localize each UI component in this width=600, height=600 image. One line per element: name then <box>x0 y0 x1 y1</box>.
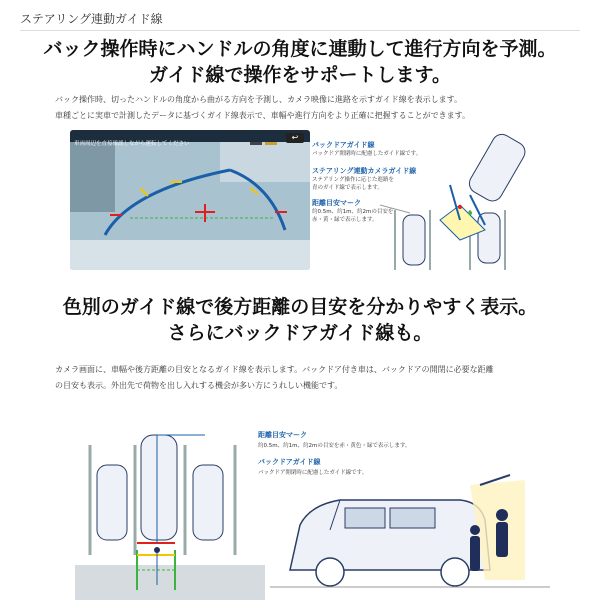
section1-text-line1: バック操作時、切ったハンドルの角度から曲がる方向を予測し、カメラ映像に進路を示すガイド線を表示します。 <box>55 95 463 104</box>
parking-diagram-bottom <box>75 415 265 600</box>
callout-distance-text-1: 約0.5m、約1m、約2mの目安を <box>312 209 394 215</box>
callout-backdoor2-label: バックドアガイド線 <box>258 458 321 466</box>
callout-distance2-label: 距離目安マーク <box>258 431 307 439</box>
section2-text-line1: カメラ画面に、車幅や後方距離の目安となるガイド線を表示します。バックドア付き車は、バックドアの開閉に必要な距離 <box>55 365 494 374</box>
section2-heading-line2: さらにバックドアガイド線も。 <box>167 322 433 344</box>
back-button[interactable]: ↩ <box>286 133 304 143</box>
callout-steering-text-2: 青のガイド線で表示します。 <box>312 185 383 191</box>
callout-backdoor-text: バックドア開閉時に配慮したガイド線です。 <box>312 151 422 157</box>
callout-distance-text-2: 赤・黄・緑で表示します。 <box>312 217 378 223</box>
callout-backdoor-label: バックドアガイド線 <box>312 141 375 149</box>
callout-distance-label: 距離目安マーク <box>312 199 361 207</box>
section1-heading-line1: バック操作時にハンドルの角度に連動して進行方向を予測。 <box>43 38 557 60</box>
callout-backdoor2-text: バックドア開閉時に配慮したガイド線です。 <box>258 470 368 476</box>
callout-distance2-text: 約0.5m、約1m、約2mの目安を赤・黄色・緑で表示します。 <box>258 443 411 449</box>
camera-warning-bar <box>70 130 310 147</box>
camera-view-graphic <box>70 130 310 270</box>
camera-warning-text: 車両周辺を直接確認しながら運転してください <box>74 141 190 147</box>
header-title: ステアリング連動ガイド線 <box>20 12 163 26</box>
van-illustration <box>270 470 550 595</box>
section1-heading-line2: ガイド線で操作をサポートします。 <box>149 64 451 86</box>
section2-text-line2: の目安も表示。外出先で荷物を出し入れする機会が多い方にうれしい機能です。 <box>55 381 343 390</box>
section2-heading-line1: 色別のガイド線で後方距離の目安を分かりやすく表示。 <box>62 296 538 318</box>
camera-screen <box>70 130 310 270</box>
section-header <box>20 8 580 31</box>
callout-steering-text-1: ステアリング操作に応じた進路を <box>312 177 395 183</box>
callout-steering-label: ステアリング連動カメラガイド線 <box>312 167 417 175</box>
section1-text-line2: 車種ごとに実車で計測したデータに基づくガイド線表示で、車幅や進行方向をより正確に把握することができます。 <box>55 111 470 120</box>
